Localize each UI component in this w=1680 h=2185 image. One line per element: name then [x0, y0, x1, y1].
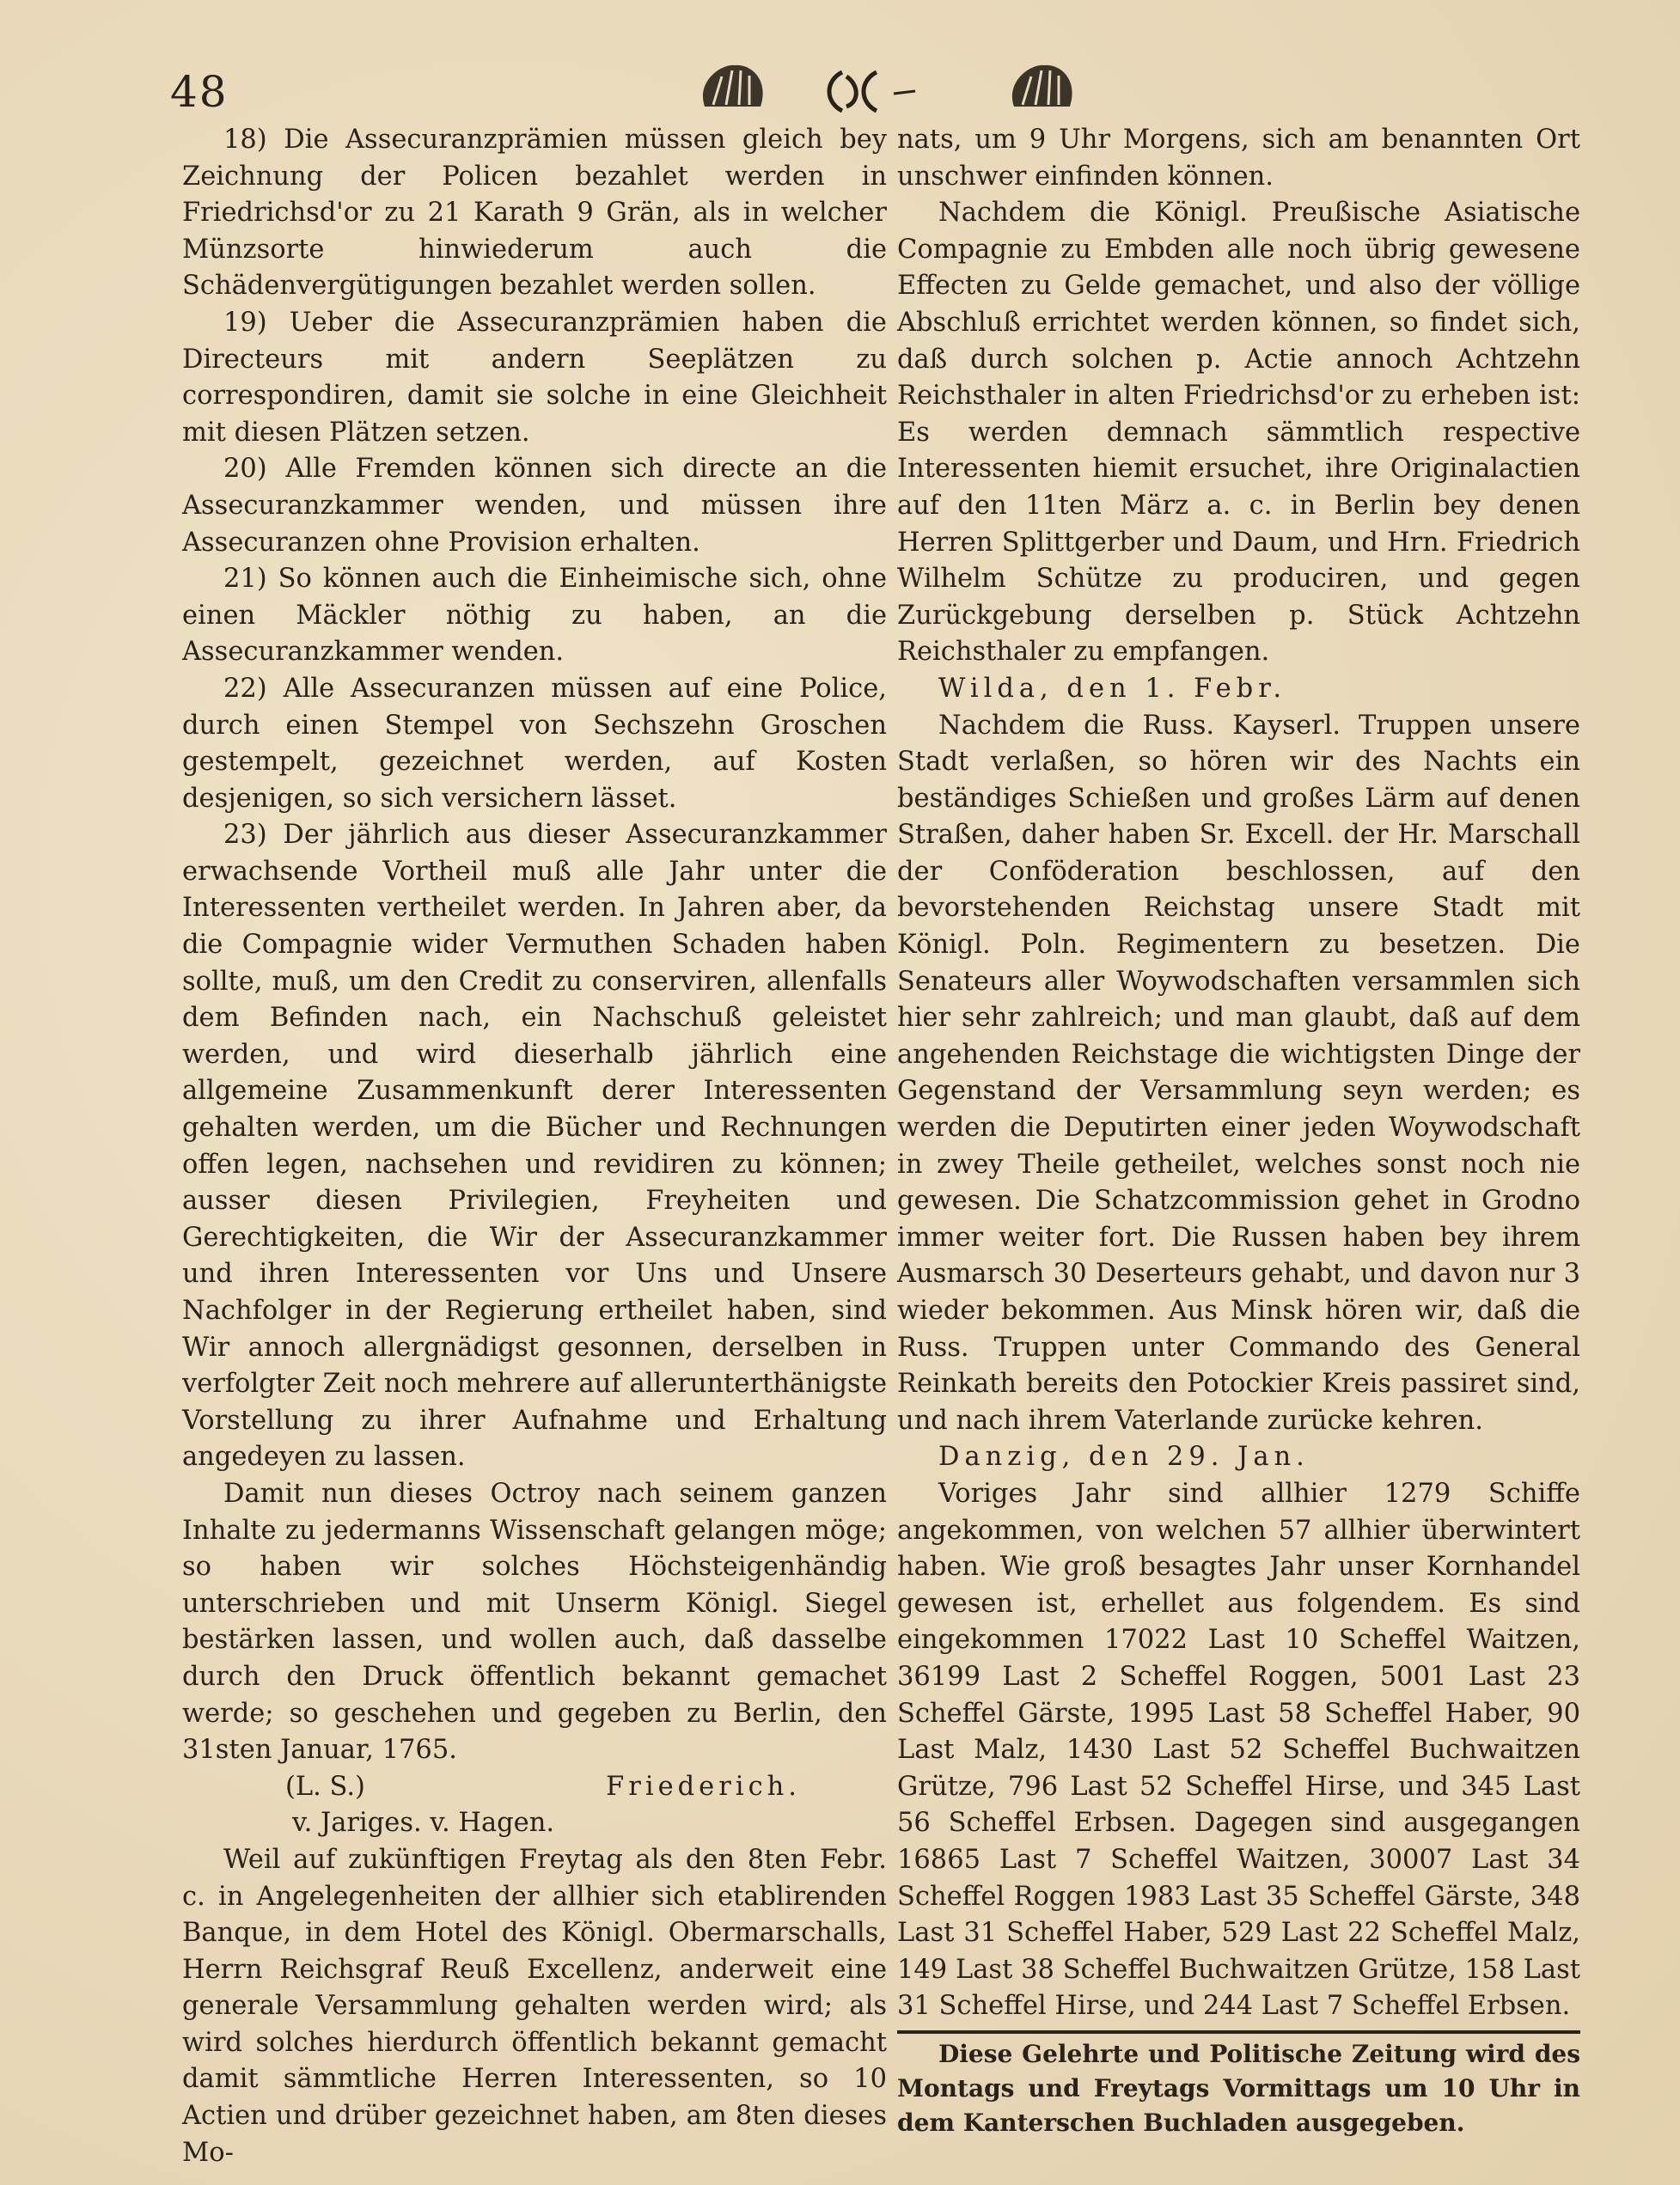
paragraph-21: 21) So können auch die Einheimische sich, ohne einen Mäckler nöthig zu haben, an die Assecuranzkammer wenden.	[182, 564, 887, 668]
asiatic-company-notice: Nachdem die Königl. Preußische Asiatische Compagnie zu Embden alle noch übrig gewesene Effecten zu Gelde gemachet, und also der völlige Abschluß errichtet werden können, so findet sich, daß durch solchen p. Actie annoch Achtzehn Reichsthaler in alten Friedrichsd'or zu erheben ist: Es werden demnach sämmtlich respective Interessenten hiemit ersuchet, ihre Originalactien auf den 11ten März a. c. in Berlin bey denen Herren Splittgerber und Daum, und Hrn. Friedrich Wilhelm Schütze zu produciren, und gegen Zurückgebung derselben p. Stück Achtzehn Reichsthaler zu empfangen.	[897, 198, 1580, 668]
signer-name: Friederich.	[606, 1771, 801, 1802]
paragraph-23: 23) Der jährlich aus dieser Assecuranzkammer erwachsende Vortheil muß alle Jahr unter die Interessenten vertheilet werden. In Jahren aber, da die Compagnie wider Vermuthen Schaden haben sollte, muß, um den Credit zu conserviren, allenfalls dem Befinden nach, ein Nachschuß geleistet werden, und wird dieserhalb jährlich eine allgemeine Zusammenkunft derer Interessenten gehalten werden, um die Bücher und Rechnungen offen legen, nachsehen und revidiren zu können; ausser diesen Privilegien, Freyheiten und Gerechtigkeiten, die Wir der Assecuranzkammer und ihren Interessenten vor Uns und Unsere Nachfolger in der Regierung ertheilet haben, sind Wir annoch allergnädigst gesonnen, derselben in verfolgter Zeit noch mehrere auf allerunterthänigste Vorstellung zu ihrer Aufnahme und Erhaltung angedeyen zu lassen.	[182, 820, 887, 1473]
seal-mark: (L. S.)	[285, 1771, 365, 1802]
danzig-report: Voriges Jahr sind allhier 1279 Schiffe angekommen, von welchen 57 allhier überwintert haben. Wie groß besagtes Jahr unser Kornhandel gewesen ist, erhellet aus folgendem. Es sind eingekommen 17022 Last 10 Scheffel Waitzen, 36199 Last 2 Scheffel Roggen, 5001 Last 23 Scheffel Gärste, 1995 Last 58 Scheffel Haber, 90 Last Malz, 1430 Last 52 Scheffel Buchwaitzen Grütze, 796 Last 52 Scheffel Hirse, und 345 Last 56 Scheffel Erbsen. Dagegen sind ausgegangen 16865 Last 7 Scheffel Waitzen, 30007 Last 34 Scheffel Roggen 1983 Last 35 Scheffel Gärste, 348 Last 31 Scheffel Haber, 529 Last 22 Scheffel Malz, 149 Last 38 Scheffel Buchwaitzen Grütze, 158 Last 31 Scheffel Hirse, und 244 Last 7 Scheffel Erbsen.	[897, 1478, 1580, 2022]
countersignature: v. Jariges. v. Hagen.	[292, 1808, 555, 1839]
right-column	[897, 122, 1580, 2140]
wilda-report: Nachdem die Russ. Kayserl. Truppen unsere Stadt verlaßen, so hören wir des Nachts ein beständiges Schießen und großes Lärm auf denen Straßen, daher haben Sr. Excell. der Hr. Marschall der Conföderation beschlossen, auf den bevorstehenden Reichstag unsere Stadt mit Königl. Poln. Regimentern zu besetzen. Die Senateurs aller Woywodschaften versammlen sich hier sehr zahlreich; und man glaubt, daß auf dem angehenden Reichstage die wichtigsten Dinge der Gegenstand der Versammlung seyn werden; es werden die Deputirten einer jeden Woywodschaft in zwey Theile getheilet, welches sonst noch nie gewesen. Die Schatzcommission gehet in Grodno immer weiter fort. Die Russen haben bey ihrem Ausmarsch 30 Deserteurs gehabt, und davon nur 3 wieder bekommen. Aus Minsk hören wir, daß die Russ. Truppen unter Commando des General Reinkath bereits den Potockier Kreis passiret sind, und nach ihrem Vaterlande zurücke kehren.	[897, 710, 1580, 1436]
page-number: 48	[170, 67, 229, 117]
continuation-text: nats, um 9 Uhr Morgens, sich am benannten Ort unschwer einfinden können.	[897, 125, 1580, 192]
paragraph-22: 22) Alle Assecuranzen müssen auf eine Police, durch einen Stempel von Sechszehn Groschen gestempelt, gezeichnet werden, auf Kosten desjenigen, so sich versichern lässet.	[182, 673, 887, 814]
paragraph-damit: Damit nun dieses Octroy nach seinem ganzen Inhalte zu jedermanns Wissenschaft gelangen möge; so haben wir solches Höchsteigenhändig unterschrieben und mit Unserm Königl. Siegel bestärken lassen, und wollen auch, daß dasselbe durch den Druck öffentlich bekannt gemachet werde; so geschehen und gegeben zu Berlin, den 31sten Januar, 1765.	[182, 1478, 887, 1766]
paragraph-18: 18) Die Assecuranzprämien müssen gleich bey Zeichnung der Policen bezahlet werden in Friedrichsd'or zu 21 Karath 9 Grän, als in welcher Münzsorte hinwiederum auch die Schädenvergütigungen bezahlet werden sollen.	[182, 125, 887, 302]
notice-banque: Weil auf zukünftigen Freytag als den 8ten Febr. c. in Angelegenheiten der allhier sich etablirenden Banque, in dem Hotel des Königl. Obermarschalls, Herrn Reichsgraf Reuß Excellenz, anderweit eine generale Versammlung gehalten werden wird; als wird solches hierdurch öffentlich bekannt gemacht damit sämmtliche Herren Interessenten, so 10 Actien und drüber gezeichnet haben, am 8ten dieses Mo-	[182, 1844, 887, 2168]
paragraph-20: 20) Alle Fremden können sich directe an die Assecuranzkammer wenden, und müssen ihre Assecuranzen ohne Provision erhalten.	[182, 454, 887, 558]
left-column	[182, 122, 887, 2171]
paragraph-19: 19) Ueber die Assecuranzprämien haben die Directeurs mit andern Seeplätzen zu correspondiren, damit sie solche in eine Gleichheit mit diesen Plätzen setzen.	[182, 307, 887, 448]
dateline-wilda: Wilda, den 1. Febr.	[938, 673, 1287, 704]
signature-line	[182, 1769, 887, 1806]
dateline-danzig: Danzig, den 29. Jan.	[938, 1442, 1310, 1473]
colophon: Diese Gelehrte und Politische Zeitung wird des Montags und Freytags Vormittags um 10 Uhr in dem Kanterschen Buchladen ausgegeben.	[897, 2039, 1580, 2137]
colophon-rule	[897, 2030, 1580, 2034]
header-ornament	[687, 55, 1083, 124]
